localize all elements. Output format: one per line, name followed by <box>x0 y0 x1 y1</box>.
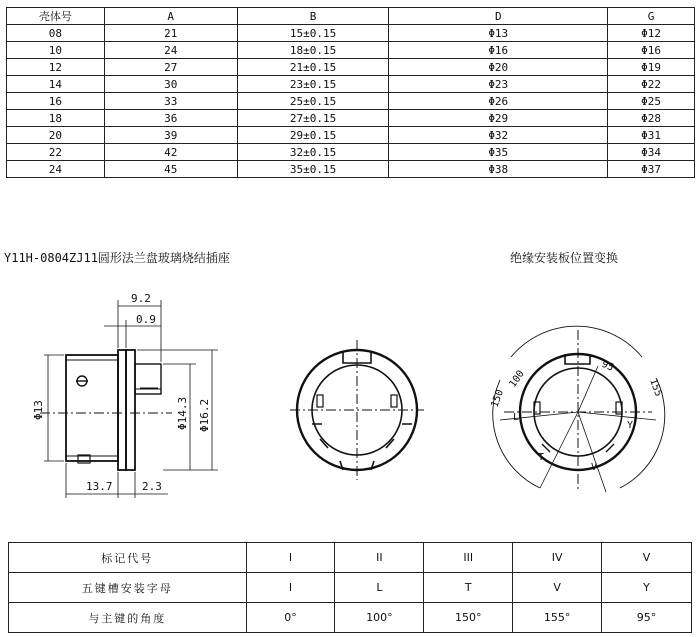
position-table-cell: IV <box>513 543 602 573</box>
position-table-cell: II <box>335 543 424 573</box>
dim-phi16-2-label: Φ16.2 <box>198 398 211 432</box>
dim-13-7-label: 13.7 <box>86 480 113 493</box>
spec-header-cell: D <box>389 8 608 25</box>
position-table-cell: I <box>246 543 335 573</box>
spec-table-cell: 21 <box>104 25 237 42</box>
position-table-cell: Y <box>602 573 692 603</box>
spec-table-cell: Φ34 <box>608 144 695 161</box>
position-table-cell: L <box>335 573 424 603</box>
spec-table-cell: Φ32 <box>389 127 608 144</box>
spec-table-cell: Φ38 <box>389 161 608 178</box>
spec-table-cell: Φ28 <box>608 110 695 127</box>
spec-table-cell: 29±0.15 <box>237 127 389 144</box>
angle-150-label: 150 <box>489 388 506 410</box>
spec-header-cell: 壳体号 <box>7 8 105 25</box>
right-drawing-title: 绝缘安装板位置变换 <box>510 251 619 265</box>
spec-table-cell: 45 <box>104 161 237 178</box>
spec-table-cell: Φ16 <box>389 42 608 59</box>
spec-table-cell: Φ31 <box>608 127 695 144</box>
spec-table-cell: 42 <box>104 144 237 161</box>
spec-table-cell: 18 <box>7 110 105 127</box>
position-table-cell: V <box>513 573 602 603</box>
spec-table-cell: 22 <box>7 144 105 161</box>
spec-table-cell: 15±0.15 <box>237 25 389 42</box>
spec-table-cell: Φ12 <box>608 25 695 42</box>
spec-table-cell: Φ16 <box>608 42 695 59</box>
spec-table-cell: Φ29 <box>389 110 608 127</box>
dim-phi13-label: Φ13 <box>32 400 45 420</box>
letter-y-label: Y <box>627 420 634 431</box>
spec-table-cell: 18±0.15 <box>237 42 389 59</box>
spec-table-cell: 25±0.15 <box>237 93 389 110</box>
spec-table-cell: Φ35 <box>389 144 608 161</box>
position-table-cell: 95° <box>602 603 692 633</box>
spec-table-cell: 33 <box>104 93 237 110</box>
spec-table-cell: 39 <box>104 127 237 144</box>
side-view-drawing <box>40 300 218 498</box>
spec-table-cell: 35±0.15 <box>237 161 389 178</box>
spec-table-cell: Φ37 <box>608 161 695 178</box>
angle-95-label: 95 <box>599 358 616 374</box>
spec-table-cell: Φ23 <box>389 76 608 93</box>
spec-table-cell: 27 <box>104 59 237 76</box>
spec-table-cell: 24 <box>104 42 237 59</box>
dim-0-9-label: 0.9 <box>136 313 156 326</box>
angle-155-label: 155 <box>647 377 664 398</box>
spec-table-cell: Φ25 <box>608 93 695 110</box>
spec-table-cell: Φ26 <box>389 93 608 110</box>
position-row-label: 标记代号 <box>9 543 247 573</box>
position-table-row <box>9 543 692 573</box>
spec-header-cell: B <box>237 8 389 25</box>
spec-header-cell: A <box>104 8 237 25</box>
position-table-row <box>9 603 692 633</box>
spec-table-cell: 20 <box>7 127 105 144</box>
dim-2-3-label: 2.3 <box>142 480 162 493</box>
spec-table-cell: 10 <box>7 42 105 59</box>
spec-table-cell: 08 <box>7 25 105 42</box>
position-table-row <box>9 573 692 603</box>
position-table-cell: V <box>602 543 692 573</box>
letter-t-label: T <box>538 452 545 463</box>
position-row-label: 与主键的角度 <box>9 603 247 633</box>
spec-table-cell: 32±0.15 <box>237 144 389 161</box>
position-table-cell: T <box>424 573 513 603</box>
spec-table-cell: 23±0.15 <box>237 76 389 93</box>
spec-table-cell: 16 <box>7 93 105 110</box>
position-table-cell: I <box>246 573 335 603</box>
position-table-cell: 100° <box>335 603 424 633</box>
spec-table-cell: 36 <box>104 110 237 127</box>
position-table-cell: 150° <box>424 603 513 633</box>
position-table-cell: 155° <box>513 603 602 633</box>
spec-table-cell: Φ22 <box>608 76 695 93</box>
spec-table-cell: 12 <box>7 59 105 76</box>
rotation-view-drawing <box>493 326 665 492</box>
position-table <box>8 542 692 633</box>
letter-l-label: L <box>513 412 520 423</box>
spec-table-cell: 30 <box>104 76 237 93</box>
dim-9-2-label: 9.2 <box>131 292 151 305</box>
position-table-cell: 0° <box>246 603 335 633</box>
dim-phi14-3-label: Φ14.3 <box>176 396 189 430</box>
spec-table-cell: Φ19 <box>608 59 695 76</box>
left-drawing-title: Y11H-0804ZJ11圆形法兰盘玻璃烧结插座 <box>4 251 230 265</box>
spec-header-cell: G <box>608 8 695 25</box>
angle-100-label: 100 <box>507 368 527 390</box>
spec-table-cell: 27±0.15 <box>237 110 389 127</box>
front-view-drawing <box>290 340 424 480</box>
spec-table-cell: Φ20 <box>389 59 608 76</box>
spec-table-cell: Φ13 <box>389 25 608 42</box>
letter-v-label: V <box>591 462 598 473</box>
spec-table-cell: 24 <box>7 161 105 178</box>
spec-table-cell: 21±0.15 <box>237 59 389 76</box>
position-row-label: 五键槽安装字母 <box>9 573 247 603</box>
position-table-cell: III <box>424 543 513 573</box>
spec-table-cell: 14 <box>7 76 105 93</box>
